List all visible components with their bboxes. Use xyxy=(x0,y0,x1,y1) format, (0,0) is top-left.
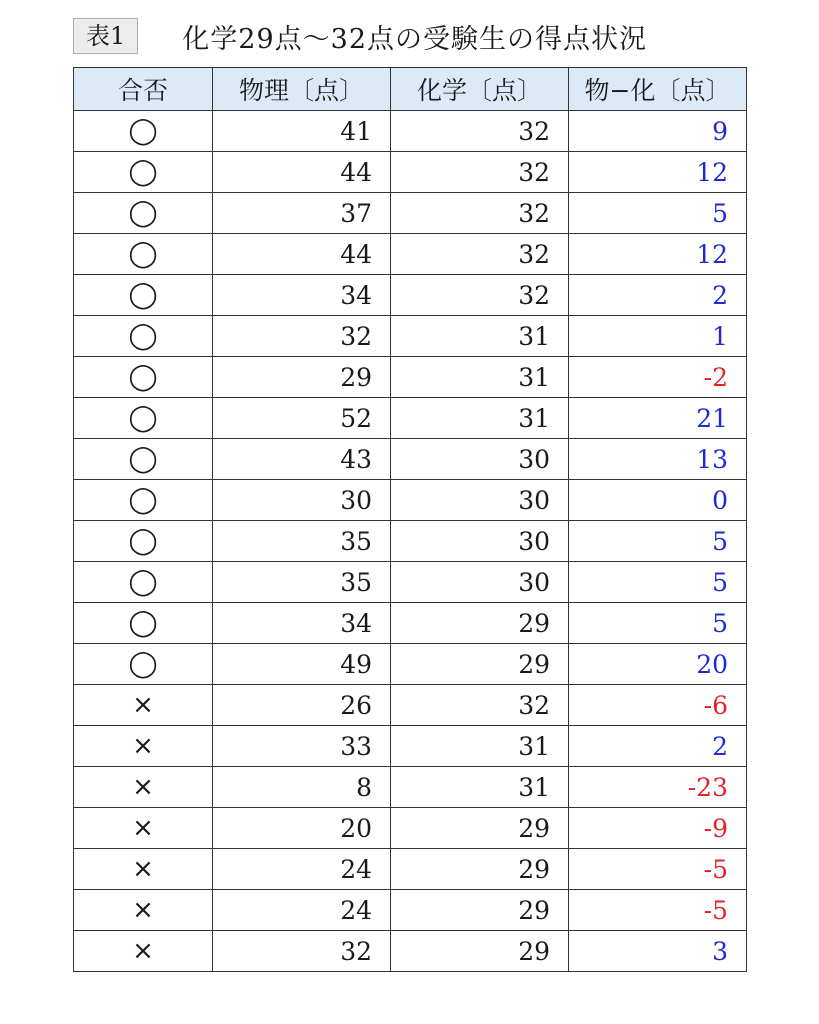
chemistry-cell: 31 xyxy=(391,398,569,439)
table-body xyxy=(74,111,747,972)
table-row xyxy=(74,644,747,685)
difference-cell: 13 xyxy=(569,439,747,480)
chemistry-cell: 32 xyxy=(391,275,569,316)
result-cell: ◯ xyxy=(74,234,213,275)
physics-cell: 41 xyxy=(213,111,391,152)
chemistry-cell: 30 xyxy=(391,439,569,480)
chemistry-cell: 30 xyxy=(391,562,569,603)
table-row xyxy=(74,480,747,521)
difference-cell: 2 xyxy=(569,726,747,767)
result-cell: × xyxy=(74,685,213,726)
difference-cell: 0 xyxy=(569,480,747,521)
physics-cell: 52 xyxy=(213,398,391,439)
difference-cell: 3 xyxy=(569,931,747,972)
result-cell: ◯ xyxy=(74,480,213,521)
physics-cell: 35 xyxy=(213,521,391,562)
difference-cell: -5 xyxy=(569,890,747,931)
physics-cell: 34 xyxy=(213,275,391,316)
table-row xyxy=(74,357,747,398)
chemistry-cell: 31 xyxy=(391,726,569,767)
table-row xyxy=(74,275,747,316)
difference-cell: 21 xyxy=(569,398,747,439)
difference-cell: 5 xyxy=(569,521,747,562)
physics-cell: 26 xyxy=(213,685,391,726)
table-row xyxy=(74,398,747,439)
result-cell: × xyxy=(74,931,213,972)
chemistry-cell: 31 xyxy=(391,767,569,808)
result-cell: ◯ xyxy=(74,152,213,193)
table-caption xyxy=(73,16,647,56)
physics-cell: 49 xyxy=(213,644,391,685)
chemistry-cell: 31 xyxy=(391,316,569,357)
chemistry-cell: 32 xyxy=(391,111,569,152)
chemistry-cell: 32 xyxy=(391,234,569,275)
result-cell: × xyxy=(74,890,213,931)
difference-cell: -6 xyxy=(569,685,747,726)
difference-cell: 9 xyxy=(569,111,747,152)
difference-cell: 12 xyxy=(569,152,747,193)
result-cell: ◯ xyxy=(74,439,213,480)
chemistry-cell: 29 xyxy=(391,808,569,849)
table-row xyxy=(74,767,747,808)
table-row xyxy=(74,726,747,767)
physics-cell: 43 xyxy=(213,439,391,480)
difference-cell: 1 xyxy=(569,316,747,357)
result-cell: × xyxy=(74,808,213,849)
table-row xyxy=(74,890,747,931)
table-row xyxy=(74,152,747,193)
physics-cell: 33 xyxy=(213,726,391,767)
difference-cell: 20 xyxy=(569,644,747,685)
chemistry-cell: 29 xyxy=(391,931,569,972)
difference-cell: -5 xyxy=(569,849,747,890)
physics-cell: 32 xyxy=(213,931,391,972)
difference-cell: 5 xyxy=(569,603,747,644)
table-row xyxy=(74,685,747,726)
physics-cell: 32 xyxy=(213,316,391,357)
result-cell: ◯ xyxy=(74,562,213,603)
result-cell: × xyxy=(74,849,213,890)
header-row xyxy=(74,68,747,111)
table-row xyxy=(74,849,747,890)
physics-cell: 24 xyxy=(213,849,391,890)
physics-cell: 35 xyxy=(213,562,391,603)
table-number-label: 表1 xyxy=(73,18,138,54)
header-chemistry: 化学〔点〕 xyxy=(391,68,569,111)
table-row xyxy=(74,439,747,480)
chemistry-cell: 32 xyxy=(391,152,569,193)
result-cell: ◯ xyxy=(74,275,213,316)
difference-cell: -23 xyxy=(569,767,747,808)
result-cell: ◯ xyxy=(74,521,213,562)
chemistry-cell: 30 xyxy=(391,480,569,521)
result-cell: ◯ xyxy=(74,603,213,644)
result-cell: ◯ xyxy=(74,111,213,152)
result-cell: × xyxy=(74,726,213,767)
physics-cell: 37 xyxy=(213,193,391,234)
difference-cell: 5 xyxy=(569,193,747,234)
header-result: 合否 xyxy=(74,68,213,111)
table-row xyxy=(74,562,747,603)
table-row xyxy=(74,234,747,275)
difference-cell: -2 xyxy=(569,357,747,398)
result-cell: ◯ xyxy=(74,398,213,439)
table-row xyxy=(74,521,747,562)
table-row xyxy=(74,603,747,644)
chemistry-cell: 29 xyxy=(391,890,569,931)
difference-cell: 2 xyxy=(569,275,747,316)
physics-cell: 44 xyxy=(213,152,391,193)
physics-cell: 30 xyxy=(213,480,391,521)
difference-cell: -9 xyxy=(569,808,747,849)
header-difference: 物−化〔点〕 xyxy=(569,68,747,111)
physics-cell: 34 xyxy=(213,603,391,644)
physics-cell: 24 xyxy=(213,890,391,931)
result-cell: ◯ xyxy=(74,644,213,685)
chemistry-cell: 32 xyxy=(391,685,569,726)
difference-cell: 5 xyxy=(569,562,747,603)
header-physics: 物理〔点〕 xyxy=(213,68,391,111)
score-table xyxy=(73,67,747,972)
chemistry-cell: 30 xyxy=(391,521,569,562)
result-cell: × xyxy=(74,767,213,808)
chemistry-cell: 29 xyxy=(391,603,569,644)
result-cell: ◯ xyxy=(74,193,213,234)
table-row xyxy=(74,111,747,152)
chemistry-cell: 31 xyxy=(391,357,569,398)
table-header xyxy=(74,68,747,111)
table-row xyxy=(74,808,747,849)
chemistry-cell: 29 xyxy=(391,849,569,890)
result-cell: ◯ xyxy=(74,316,213,357)
table-title: 化学29点～32点の受験生の得点状況 xyxy=(182,23,647,55)
physics-cell: 8 xyxy=(213,767,391,808)
physics-cell: 29 xyxy=(213,357,391,398)
physics-cell: 20 xyxy=(213,808,391,849)
table-row xyxy=(74,193,747,234)
result-cell: ◯ xyxy=(74,357,213,398)
physics-cell: 44 xyxy=(213,234,391,275)
chemistry-cell: 32 xyxy=(391,193,569,234)
table-row xyxy=(74,316,747,357)
table-row xyxy=(74,931,747,972)
difference-cell: 12 xyxy=(569,234,747,275)
chemistry-cell: 29 xyxy=(391,644,569,685)
